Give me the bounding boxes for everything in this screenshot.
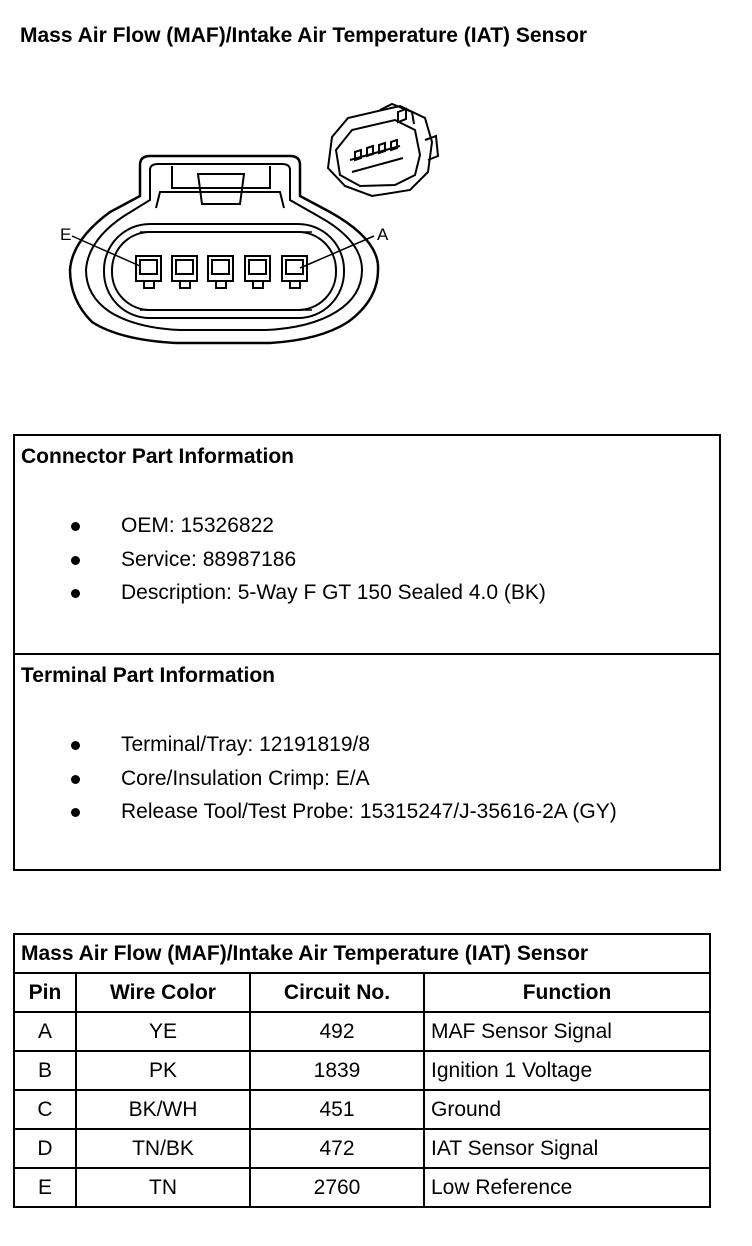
pin-e-leader-line xyxy=(72,236,140,266)
pin-a-leader-line xyxy=(300,236,374,268)
bullet-icon xyxy=(71,775,80,784)
pin-cell: D xyxy=(14,1129,76,1168)
connector-diagram xyxy=(0,90,460,390)
pin-label-e: E xyxy=(60,225,72,244)
bullet-icon xyxy=(71,589,80,598)
connector-info-heading: Connector Part Information xyxy=(21,445,295,468)
pin-cavity xyxy=(136,256,161,288)
circuit-no-cell: 2760 xyxy=(250,1168,424,1207)
function-cell: Ground xyxy=(424,1090,710,1129)
bullet-icon xyxy=(71,741,80,750)
function-cell: Ignition 1 Voltage xyxy=(424,1051,710,1090)
circuit-no-cell: 1839 xyxy=(250,1051,424,1090)
table-row xyxy=(14,1090,710,1129)
pin-label-a: A xyxy=(377,225,389,244)
bullet-icon xyxy=(71,808,80,817)
bullet-icon xyxy=(71,522,80,531)
wire-color-cell: PK xyxy=(76,1051,250,1090)
function-cell: IAT Sensor Signal xyxy=(424,1129,710,1168)
wire-color-cell: TN xyxy=(76,1168,250,1207)
list-item-text: Service: 88987186 xyxy=(121,547,297,571)
function-cell: Low Reference xyxy=(424,1168,710,1207)
table-row xyxy=(14,1168,710,1207)
wire-color-cell: BK/WH xyxy=(76,1090,250,1129)
pin-cavity xyxy=(208,256,233,288)
pin-cavity xyxy=(172,256,197,288)
function-cell: MAF Sensor Signal xyxy=(424,1012,710,1051)
list-item-text: Description: 5-Way F GT 150 Sealed 4.0 (BK) xyxy=(121,581,546,604)
table-caption: Mass Air Flow (MAF)/Intake Air Temperature (IAT) Sensor xyxy=(14,934,710,973)
terminal-info-heading: Terminal Part Information xyxy=(21,664,275,687)
column-header-wire-color: Wire Color xyxy=(76,973,250,1012)
pin-cavity xyxy=(282,256,307,288)
table-row xyxy=(14,1051,710,1090)
column-header-circuit-no: Circuit No. xyxy=(250,973,424,1012)
bullet-icon xyxy=(71,556,80,565)
connector-3d-icon xyxy=(328,104,438,196)
column-header-function: Function xyxy=(424,973,710,1012)
list-item-text: OEM: 15326822 xyxy=(121,514,274,537)
list-item-text: Terminal/Tray: 12191819/8 xyxy=(121,733,371,756)
circuit-no-cell: 492 xyxy=(250,1012,424,1051)
column-header-pin: Pin xyxy=(14,973,76,1012)
page-title: Mass Air Flow (MAF)/Intake Air Temperature (IAT) Sensor xyxy=(20,24,588,47)
pin-cell: E xyxy=(14,1168,76,1207)
table-row xyxy=(14,1129,710,1168)
pin-cell: B xyxy=(14,1051,76,1090)
pin-table xyxy=(13,933,711,1208)
wire-color-cell: TN/BK xyxy=(76,1129,250,1168)
connector-part-info xyxy=(15,436,719,655)
table-header-row xyxy=(14,973,710,1012)
wire-color-cell: YE xyxy=(76,1012,250,1051)
part-info-box xyxy=(13,434,721,871)
table-caption-row xyxy=(14,934,710,973)
terminal-part-info xyxy=(15,655,719,871)
table-row xyxy=(14,1012,710,1051)
connector-face xyxy=(70,156,378,343)
pin-cell: A xyxy=(14,1012,76,1051)
list-item-text: Release Tool/Test Probe: 15315247/J-35616-2A (GY) xyxy=(121,800,617,823)
circuit-no-cell: 472 xyxy=(250,1129,424,1168)
circuit-no-cell: 451 xyxy=(250,1090,424,1129)
pin-cell: C xyxy=(14,1090,76,1129)
pin-cavity xyxy=(245,256,270,288)
list-item-text: Core/Insulation Crimp: E/A xyxy=(121,766,370,790)
